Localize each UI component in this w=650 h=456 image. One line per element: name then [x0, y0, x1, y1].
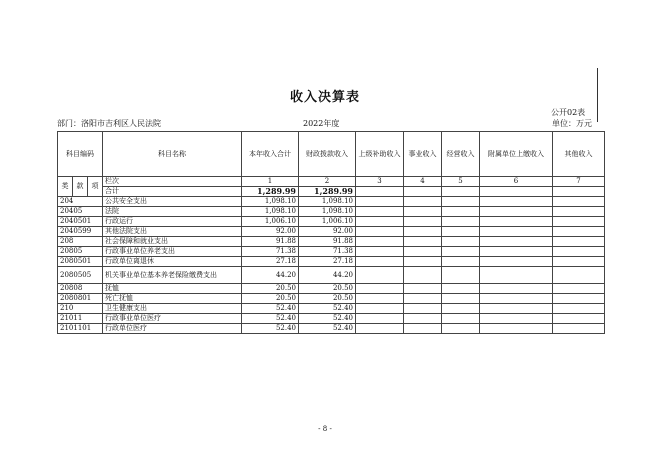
empty-cell: [356, 227, 404, 237]
empty-cell: [480, 294, 553, 304]
empty-cell: [480, 237, 553, 247]
department-label: 部门：洛阳市吉利区人民法院: [57, 119, 161, 128]
col-number: 1: [242, 177, 299, 187]
header-affiliate-income: 附属单位上缴收入: [480, 132, 553, 177]
row-total-income: 20.50: [242, 284, 299, 294]
empty-cell: [480, 247, 553, 257]
empty-cell: [553, 267, 605, 284]
row-total-income: 27.18: [242, 257, 299, 267]
empty-cell: [553, 237, 605, 247]
header-business-income: 事业收入: [404, 132, 442, 177]
empty-cell: [404, 217, 442, 227]
row-fiscal-income: 20.50: [299, 294, 356, 304]
table-header-row: [58, 132, 605, 177]
row-fiscal-income: 1,098.10: [299, 197, 356, 207]
table-row: [58, 207, 605, 217]
row-total-income: 1,006.10: [242, 217, 299, 227]
row-name: 社会保障和就业支出: [103, 237, 242, 247]
row-name: 行政运行: [103, 217, 242, 227]
col-number: 4: [404, 177, 442, 187]
empty-cell: [480, 284, 553, 294]
table-row: [58, 247, 605, 257]
empty-cell: [480, 217, 553, 227]
empty-cell: [404, 247, 442, 257]
empty-cell: [404, 284, 442, 294]
empty-cell: [553, 227, 605, 237]
row-fiscal-income: 1,006.10: [299, 217, 356, 227]
year-label: 2022年度: [303, 119, 340, 128]
empty-cell: [442, 294, 480, 304]
row-fiscal-income: 44.20: [299, 267, 356, 284]
row-fiscal-income: 20.50: [299, 284, 356, 294]
row-fiscal-income: 52.40: [299, 324, 356, 334]
empty-cell: [480, 227, 553, 237]
header-lei: 类: [58, 177, 73, 197]
row-code: 2040599: [58, 227, 103, 237]
empty-cell: [553, 324, 605, 334]
empty-cell: [480, 314, 553, 324]
empty-cell: [553, 207, 605, 217]
row-code: 20808: [58, 284, 103, 294]
header-operating-income: 经营收入: [442, 132, 480, 177]
header-code: 科目编码: [58, 132, 103, 177]
empty-cell: [553, 284, 605, 294]
row-fiscal-income: 91.88: [299, 237, 356, 247]
form-number: 公开02表: [551, 108, 586, 117]
row-code: 21011: [58, 314, 103, 324]
empty-cell: [404, 237, 442, 247]
total-income-cell: 1,289.99: [242, 187, 299, 197]
empty-cell: [356, 197, 404, 207]
row-total-income: 1,098.10: [242, 197, 299, 207]
row-total-income: 52.40: [242, 314, 299, 324]
income-table: [57, 131, 605, 334]
empty-cell: [404, 207, 442, 217]
unit-label: 单位：万元: [552, 119, 592, 128]
empty-cell: [442, 267, 480, 284]
empty-cell: [356, 324, 404, 334]
row-code: 2080801: [58, 294, 103, 304]
empty-cell: [356, 314, 404, 324]
empty-cell: [553, 294, 605, 304]
row-name: 法院: [103, 207, 242, 217]
empty-cell: [480, 267, 553, 284]
row-name: 其他法院支出: [103, 227, 242, 237]
empty-cell: [404, 304, 442, 314]
empty-cell: [356, 304, 404, 314]
col-number: 5: [442, 177, 480, 187]
header-total-income: 本年收入合计: [242, 132, 299, 177]
header-xiang: 项: [88, 177, 103, 197]
header-name: 科目名称: [103, 132, 242, 177]
row-name: 行政单位医疗: [103, 324, 242, 334]
col-number: 3: [356, 177, 404, 187]
page-title: 收入决算表: [289, 90, 360, 105]
table-row: [58, 257, 605, 267]
empty-cell: [553, 247, 605, 257]
empty-cell: [442, 207, 480, 217]
empty-cell: [356, 257, 404, 267]
empty-cell: [442, 227, 480, 237]
empty-cell: [404, 324, 442, 334]
row-total-income: 92.00: [242, 227, 299, 237]
empty-cell: [356, 284, 404, 294]
row-total-income: 71.38: [242, 247, 299, 257]
lanci-label: 栏次: [103, 177, 242, 187]
empty-cell: [480, 304, 553, 314]
empty-cell: [553, 314, 605, 324]
empty-cell: [442, 314, 480, 324]
table-row: [58, 314, 605, 324]
row-fiscal-income: 52.40: [299, 304, 356, 314]
table-row: [58, 227, 605, 237]
total-row: [58, 187, 605, 197]
col-number: 7: [553, 177, 605, 187]
empty-cell: [442, 304, 480, 314]
row-code: 2101101: [58, 324, 103, 334]
row-code: 208: [58, 237, 103, 247]
table-row: [58, 304, 605, 314]
empty-cell: [404, 227, 442, 237]
row-fiscal-income: 52.40: [299, 314, 356, 324]
empty-cell: [404, 314, 442, 324]
table-row: [58, 267, 605, 284]
empty-cell: [553, 257, 605, 267]
empty-cell: [404, 197, 442, 207]
row-fiscal-income: 92.00: [299, 227, 356, 237]
row-name: 公共安全支出: [103, 197, 242, 207]
row-name: 机关事业单位基本养老保险缴费支出: [103, 267, 242, 284]
row-name: 抚恤: [103, 284, 242, 294]
row-name: 行政事业单位医疗: [103, 314, 242, 324]
table-row: [58, 237, 605, 247]
row-name: 死亡抚恤: [103, 294, 242, 304]
row-code: 2040501: [58, 217, 103, 227]
row-code: 204: [58, 197, 103, 207]
empty-cell: [442, 247, 480, 257]
empty-cell: [442, 284, 480, 294]
table-row: [58, 284, 605, 294]
row-name: 行政单位离退休: [103, 257, 242, 267]
empty-cell: [404, 294, 442, 304]
col-number: 6: [480, 177, 553, 187]
total-label: 合计: [103, 187, 242, 197]
empty-cell: [404, 257, 442, 267]
col-number: 2: [299, 177, 356, 187]
row-fiscal-income: 27.18: [299, 257, 356, 267]
table-row: [58, 217, 605, 227]
row-total-income: 91.88: [242, 237, 299, 247]
header-other-income: 其他收入: [553, 132, 605, 177]
total-fiscal-cell: 1,289.99: [299, 187, 356, 197]
row-code: 210: [58, 304, 103, 314]
empty-cell: [356, 217, 404, 227]
empty-cell: [442, 217, 480, 227]
row-code: 20805: [58, 247, 103, 257]
empty-cell: [356, 267, 404, 284]
row-name: 卫生健康支出: [103, 304, 242, 314]
row-total-income: 44.20: [242, 267, 299, 284]
empty-cell: [553, 304, 605, 314]
empty-cell: [480, 197, 553, 207]
empty-cell: [356, 207, 404, 217]
empty-cell: [356, 237, 404, 247]
empty-cell: [356, 247, 404, 257]
table-row: [58, 324, 605, 334]
column-number-row: [58, 177, 605, 187]
empty-cell: [442, 197, 480, 207]
header-superior-subsidy: 上级补助收入: [356, 132, 404, 177]
row-code: 2080501: [58, 257, 103, 267]
row-total-income: 52.40: [242, 304, 299, 314]
row-name: 行政事业单位养老支出: [103, 247, 242, 257]
row-fiscal-income: 71.38: [299, 247, 356, 257]
row-fiscal-income: 1,098.10: [299, 207, 356, 217]
header-kuan: 款: [73, 177, 88, 197]
empty-cell: [553, 217, 605, 227]
empty-cell: [480, 257, 553, 267]
empty-cell: [442, 237, 480, 247]
row-total-income: 1,098.10: [242, 207, 299, 217]
empty-cell: [480, 324, 553, 334]
row-total-income: 20.50: [242, 294, 299, 304]
empty-cell: [442, 324, 480, 334]
header-fiscal-income: 财政拨款收入: [299, 132, 356, 177]
empty-cell: [480, 207, 553, 217]
empty-cell: [404, 267, 442, 284]
empty-cell: [356, 294, 404, 304]
table-row: [58, 294, 605, 304]
row-code: 2080505: [58, 267, 103, 284]
table-row: [58, 197, 605, 207]
row-code: 20405: [58, 207, 103, 217]
empty-cell: [553, 197, 605, 207]
empty-cell: [442, 257, 480, 267]
page-number: - 8 -: [318, 425, 332, 433]
row-total-income: 52.40: [242, 324, 299, 334]
